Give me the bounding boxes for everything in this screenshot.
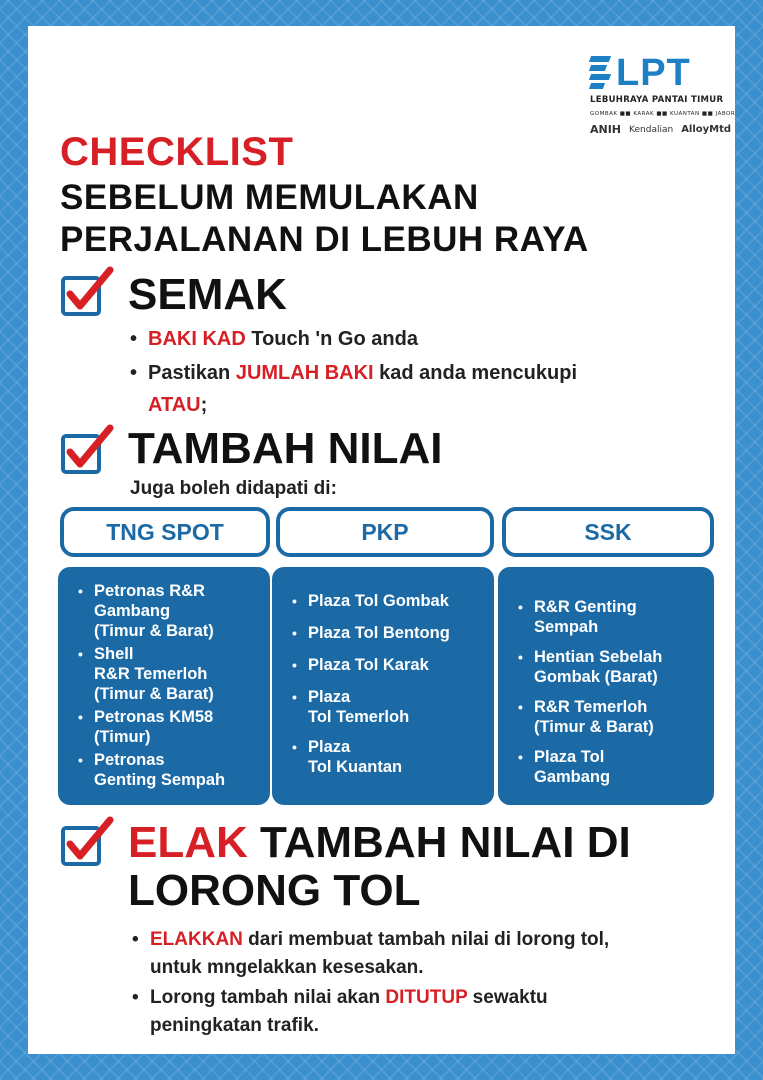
list-item: • R&R Temerloh (Timur & Barat) [518, 697, 706, 737]
logo-name: LPT [616, 52, 691, 94]
list-item: • Plaza Tol Bentong [292, 623, 486, 643]
semak-bullet-2: • Pastikan JUMLAH BAKI kad anda mencukupi [130, 362, 577, 384]
list-item: • Petronas R&R Gambang (Timur & Barat) [78, 581, 262, 641]
atau-text: ATAU; [148, 394, 208, 416]
list-item: • Plaza Tol Karak [292, 655, 486, 675]
elak-bullet-1-line-2: untuk mngelakkan kesesakan. [150, 957, 424, 978]
semak-bullet-1: • BAKI KAD Touch 'n Go anda [130, 328, 418, 350]
lpt-logo [590, 52, 740, 136]
list-item: • Plaza Tol Gambang [518, 747, 706, 787]
tambah-title: TAMBAH NILAI [128, 424, 443, 473]
logo-route: GOMBAK ■■ KARAK ■■ KUANTAN ■■ JABOR [590, 111, 736, 117]
elak-bullet-1: • ELAKKAN dari membuat tambah nilai di lorong tol, [132, 929, 610, 950]
list-item: • Plaza Tol Gombak [292, 591, 486, 611]
tng-spot-header: TNG SPOT [60, 507, 270, 557]
title-line-1: SEBELUM MEMULAKAN [60, 178, 479, 217]
list-item: • Hentian Sebelah Gombak (Barat) [518, 647, 706, 687]
list-item: • Petronas Genting Sempah [78, 750, 262, 790]
partner-anih: ANIH [590, 123, 622, 136]
title-line-2: PERJALANAN DI LEBUH RAYA [60, 220, 589, 259]
pkp-header: PKP [276, 507, 494, 557]
eb-logo-icon [590, 56, 612, 90]
partner-alloy: AlloyMtd [681, 124, 732, 135]
logo-fullname: LEBUHRAYA PANTAI TIMUR [590, 95, 724, 105]
logo-partners [590, 123, 740, 136]
ssk-list [498, 567, 714, 805]
elak-title-line-2: LORONG TOL [128, 866, 421, 915]
elak-bullet-2-line-2: peningkatan trafik. [150, 1015, 319, 1036]
checkbox-icon [60, 816, 116, 868]
list-item: • Plaza Tol Temerloh [292, 687, 486, 727]
list-item: • Shell R&R Temerloh (Timur & Barat) [78, 644, 262, 704]
semak-title: SEMAK [128, 270, 287, 319]
pkp-list [272, 567, 494, 805]
checklist-title: CHECKLIST [60, 130, 294, 174]
checkbox-icon [60, 266, 116, 318]
elak-bullet-2: • Lorong tambah nilai akan DITUTUP sewaktu [132, 987, 548, 1008]
list-item: • Petronas KM58 (Timur) [78, 707, 262, 747]
list-item: • R&R Genting Sempah [518, 597, 706, 637]
tambah-subtitle: Juga boleh didapati di: [130, 478, 337, 499]
ssk-header: SSK [502, 507, 714, 557]
partner-label: Kendalian [629, 124, 674, 135]
list-item: • Plaza Tol Kuantan [292, 737, 486, 777]
poster-card [28, 26, 735, 1054]
checkbox-icon [60, 424, 116, 476]
tng-spot-list [58, 567, 270, 805]
elak-title: ELAK TAMBAH NILAI DI [128, 818, 631, 867]
